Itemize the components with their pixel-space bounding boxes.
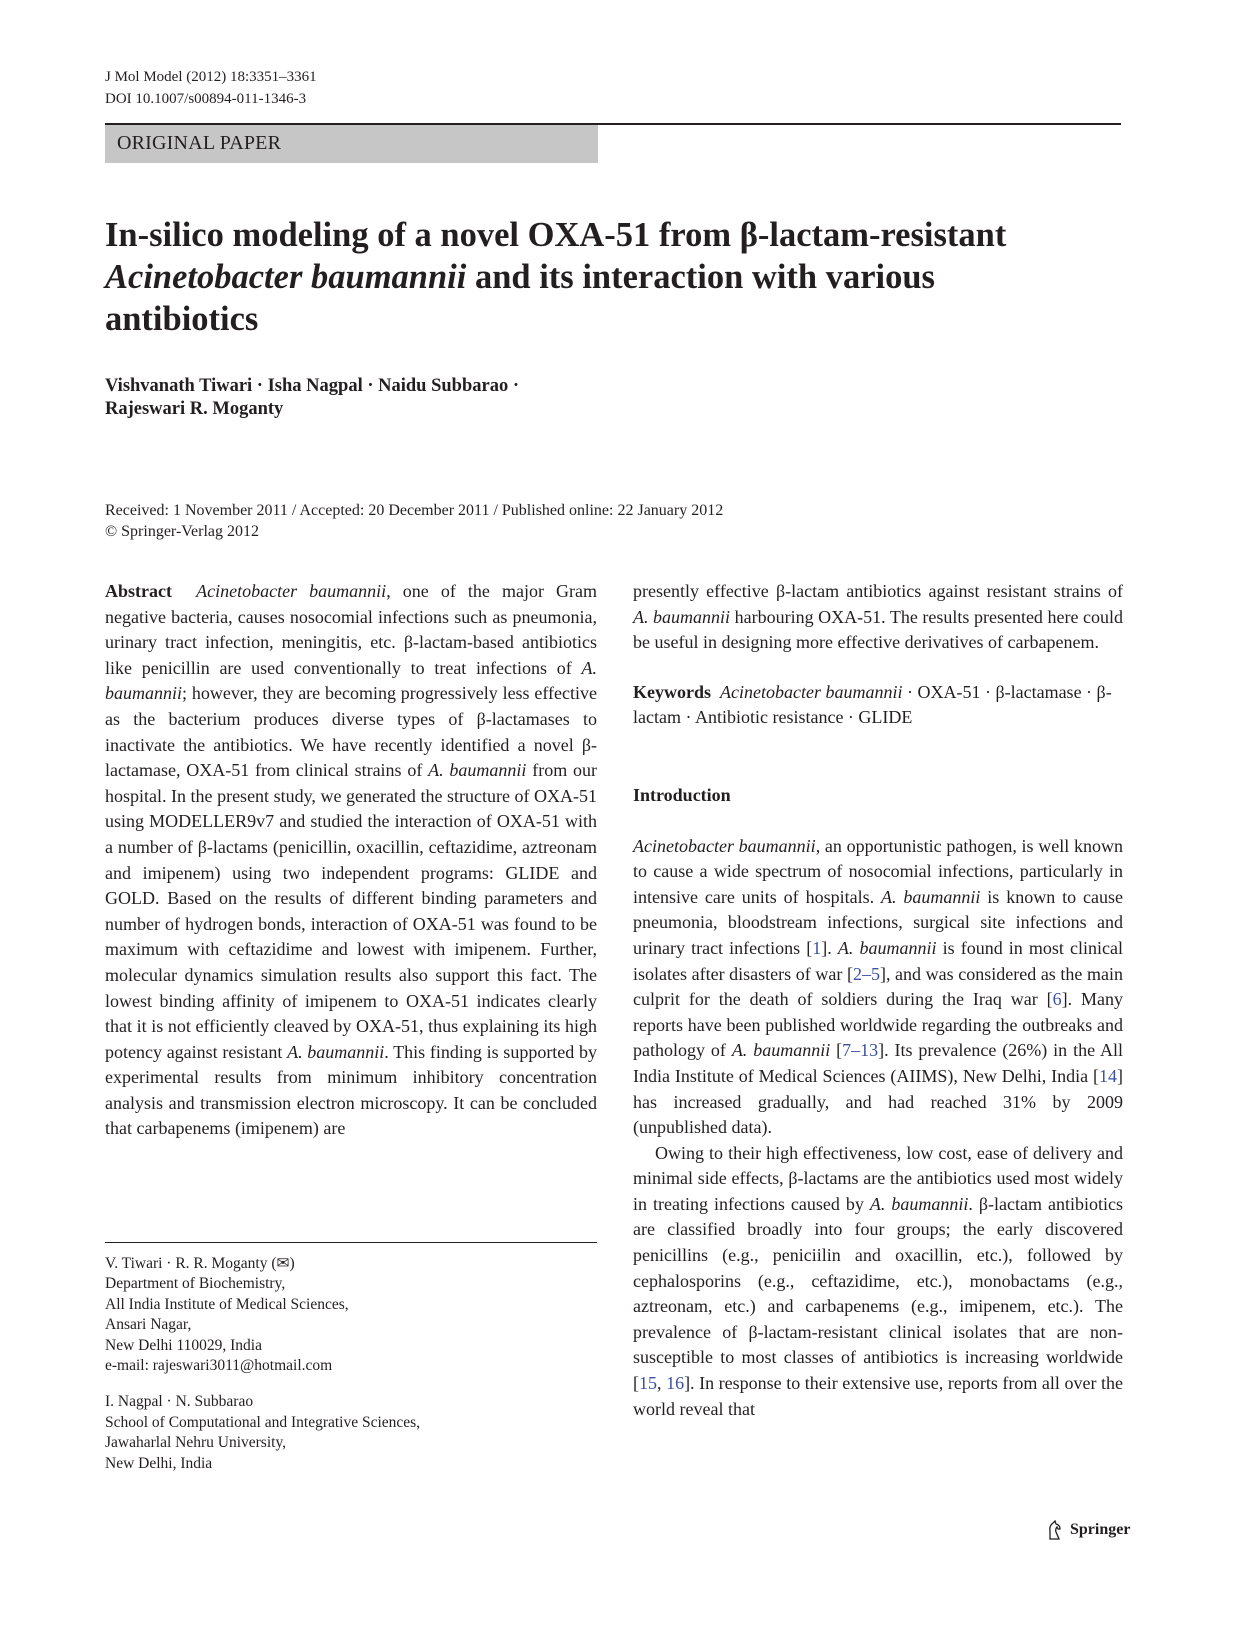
section-label: ORIGINAL PAPER [117,132,282,154]
italic-species: Acinetobacter baumannii [633,835,816,856]
intro-span: Owing to their high effectiveness, low cost, ease of delivery and minimal side effects, β-lactams are the antibiotics used most widely in treating infections caused by [633,1142,1123,1214]
italic-species: A. baumannii [287,1041,385,1062]
abstract-span: from our hospital. In the present study, we generated the structure of OXA-51 using MODELLER9v7 and studied the interaction of OXA-51 with a number of β-lactams (penicillin, oxacillin, ceftazidime, aztreonam and imipenem) using two independent programs: GLIDE and GOLD. Based on the results of different binding parameters and number of hydrogen bonds, interaction of OXA-51 was found to be maximum with ceftazidime and lowest with imipenem. Further, molecular dynamics simulation results also support this fact. The lowest binding affinity of imipenem to OXA-51 indicates clearly that it is not efficiently cleaved by OXA-51, thus explaining its high potency against resistant [105,760,598,1062]
italic-species: A. baumannii [633,606,731,627]
intro-span: , an opportunistic pathogen, is well known to cause a wide spectrum of nosocomial infections, particularly in intensive care units of hospitals. [633,835,1123,907]
citation-link[interactable]: 1 [812,937,822,958]
affiliation-line: All India Institute of Medical Sciences, [105,1295,349,1313]
italic-species: A. baumannii [869,1193,969,1214]
affiliation-line: I. Nagpal · N. Subbarao [105,1393,254,1411]
italic-species: A. baumannii [105,657,597,704]
abstract-span: . This finding is supported by experimental results from minimum inhibitory concentration analysis and transmission electron microscopy. It can be concluded that carbapenems (imipenem) are [105,1041,598,1139]
email-address[interactable]: e-mail: rajeswari3011@hotmail.com [105,1357,333,1375]
footnote-rule [105,1242,597,1243]
paper-title [105,214,1105,340]
italic-species: A. baumannii [731,1040,831,1061]
intro-paragraph-2 [633,1141,1123,1423]
introduction-heading: Introduction [633,784,731,805]
intro-span: ] has increased gradually, and had reached 31% by 2009 (unpublished data). [633,1065,1123,1138]
copyright: © Springer-Verlag 2012 [105,523,260,540]
italic-species: A. baumannii [880,886,981,907]
abstract [105,579,597,1142]
italic-species: A. baumannii [428,760,527,781]
intro-span: ]. In response to their extensive use, reports from all over the world reveal that [633,1373,1123,1419]
journal-line: J Mol Model (2012) 18:3351–3361 [105,69,317,85]
intro-span: , [657,1373,667,1394]
abstract-span: , one of the major Gram negative bacteria, causes nosocomial infections such as pneumonia, urinary tract infection, meningitis, etc. β-lactam-based antibiotics like penicillin are used conventionally to treat infections of [105,581,598,678]
intro-span: is found in most clinical isolates after disasters of war [ [633,937,1124,984]
affiliation-line: V. Tiwari · R. R. Moganty (✉) [105,1255,295,1272]
publisher-logo [1046,1520,1130,1540]
affiliation-line: Department of Biochemistry, [105,1275,286,1293]
keywords-list: · OXA-51 · β-lactamase · β-lactam · Antibiotic resistance · GLIDE [633,681,1112,728]
citation-link[interactable]: 2–5 [852,963,880,984]
abstract-continuation [633,579,1123,656]
right-column [633,579,1123,1422]
intro-span: ], and was considered as the main culprit for the death of soldiers during the Iraq war [ [633,963,1124,1010]
affiliation-line: Jawaharlal Nehru University, [105,1434,287,1452]
title-line-1: In-silico modeling of a novel OXA-51 from β-lactam-resistant [105,216,1007,254]
doi-line: DOI 10.1007/s00894-011-1346-3 [105,91,307,107]
title-line-3: antibiotics [105,300,259,338]
title-line-2-rest: and its interaction with various [466,258,935,296]
affiliation-line: New Delhi 110029, India [105,1336,262,1354]
author-list [105,375,519,421]
abstract-text [105,579,597,1142]
affiliations [105,1254,420,1490]
authors-line-2: Rajeswari R. Moganty [105,399,284,419]
title-species: Acinetobacter baumannii [105,258,467,296]
affiliation-line: Ansari Nagar, [105,1316,192,1334]
section-banner [105,125,598,163]
citation-link[interactable]: 6 [1052,989,1062,1010]
italic-species: A. baumannii [837,937,937,958]
publisher-name: Springer [1070,1521,1131,1538]
abstract-span: ; however, they are becoming progressively less effective as the bacterium produces diverse types of β-lactamases to inactivate the antibiotics. We have recently identified a novel β-lactamase, OXA-51 from clinical strains of [105,683,597,781]
authors-line-1: Vishvanath Tiwari · Isha Nagpal · Naidu Subbarao · [105,376,519,396]
citation-link[interactable]: 16 [666,1373,685,1394]
intro-span: is known to cause pneumonia, bloodstream infections, surgical site infections and urinary tract infections [ [633,886,1123,958]
abstract-span: presently effective β-lactam antibiotics against resistant strains of [633,581,1123,601]
intro-span: [ [830,1040,843,1061]
received-accepted-published: Received: 1 November 2011 / Accepted: 20 December 2011 / Published online: 22 January 2012 [105,502,724,519]
intro-span: ]. Its prevalence (26%) in the All India Institute of Medical Sciences (AIIMS), New Delhi, India [ [633,1040,1123,1086]
abstract-span: harbouring OXA-51. The results presented here could be useful in designing more effective derivatives of carbapenem. [633,606,1123,653]
citation-link[interactable]: 14 [1099,1065,1117,1086]
abstract-heading: Abstract [105,581,172,601]
intro-paragraph-1 [633,834,1123,1141]
intro-span: ]. [821,937,838,958]
citation-link[interactable]: 7–13 [842,1040,879,1061]
publication-dates [105,500,723,542]
intro-span: ]. Many reports have been published worldwide regarding the outbreaks and pathology of [633,989,1123,1061]
affiliation-line: New Delhi, India [105,1454,213,1472]
springer-horse-icon [1046,1520,1064,1540]
keyword-species: Acinetobacter baumannii [720,681,903,702]
intro-span: . β-lactam antibiotics are classified broadly into four groups; the early discovered penicillins (e.g., peniciilin and oxacillin, etc.), followed by cephalosporins (e.g., ceftazidime, etc.), monobactams (e.g., aztreonam, etc.) and carbapenems (e.g., imipenem, etc.). The prevalence of β-lactam-resistant clinical isolates that are non-susceptible to most classes of antibiotics is increasing worldwide [ [633,1193,1123,1394]
title-line-2 [105,256,1105,298]
affiliation-2 [105,1392,420,1474]
keywords-heading: Keywords [633,681,711,702]
affiliation-line: School of Computational and Integrative Sciences, [105,1413,421,1431]
citation-link[interactable]: 15 [639,1373,657,1394]
journal-citation [105,66,317,110]
affiliation-1 [105,1254,420,1376]
italic-species: Acinetobacter baumannii [196,581,387,601]
keywords [633,680,1123,731]
